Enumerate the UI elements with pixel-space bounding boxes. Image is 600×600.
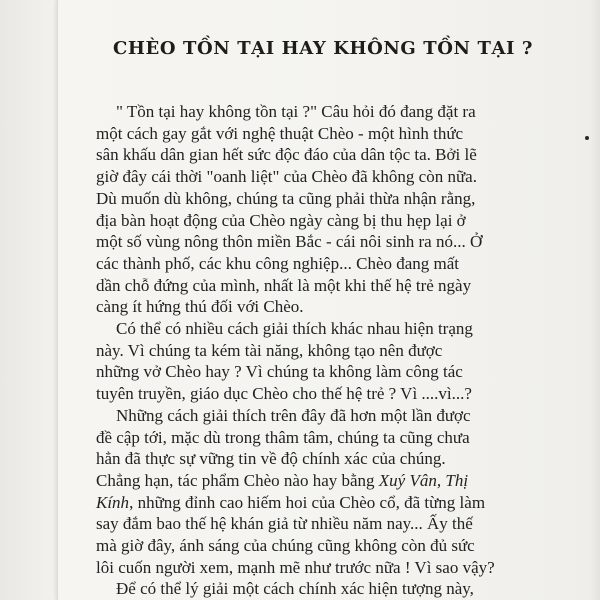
text-run: Chẳng hạn, tác phẩm Chèo nào hay bằng	[96, 470, 379, 490]
text-line	[96, 470, 582, 492]
text-line: các thành phố, các khu công nghiệp... Chèo đang mất	[96, 253, 460, 273]
chapter-title: CHÈO TỒN TẠI HAY KHÔNG TỒN TẠI ?	[113, 38, 534, 59]
text-line: này. Vì chúng ta kém tài năng, không tạo nên được	[96, 340, 443, 360]
text-line: những vở Chèo hay ? Vì chúng ta không làm công tác	[96, 362, 463, 382]
text-line: Những cách giải thích trên đây đã hơn một lần được	[116, 405, 471, 425]
text-line: hẳn đã thực sự vững tin về độ chính xác của chúng.	[96, 449, 446, 469]
text-line: " Tồn tại hay không tồn tại ?" Câu hỏi đó đang đặt ra	[116, 102, 476, 121]
text-line: dần chỗ đứng của mình, nhất là một khi thế hệ trẻ ngày	[96, 275, 472, 295]
text-line: say đắm bao thế hệ khán giả từ nhiều năm nay... Ấy thế	[96, 514, 473, 534]
paragraph-2	[96, 318, 582, 405]
text-line: Có thể có nhiều cách giải thích khác nhau hiện trạng	[116, 319, 473, 339]
text-line: một cách gay gắt với nghệ thuật Chèo - một hình thức	[96, 123, 464, 143]
text-line: một số vùng nông thôn miền Bắc - cái nôi sinh ra nó... Ở	[96, 232, 483, 252]
text-line: đề cập tới, mặc dù trong thâm tâm, chúng ta cũng chưa	[96, 427, 470, 447]
body-text	[96, 101, 582, 600]
page-right-shadow	[590, 0, 600, 600]
paragraph-4	[96, 578, 582, 600]
text-line: sân khấu dân gian hết sức độc đáo của dân tộc ta. Bởi lẽ	[96, 145, 477, 165]
play-title-italic: Xuý Vân, Thị	[378, 470, 469, 490]
text-line: giờ đây cái thời "oanh liệt" của Chèo đã không còn nữa.	[96, 167, 477, 187]
ink-dot	[585, 136, 589, 140]
text-line: địa bàn hoạt động của Chèo ngày càng bị thu hẹp lại ở	[96, 210, 466, 230]
page-left-edge	[57, 0, 58, 600]
paragraph-1	[96, 101, 582, 318]
text-line: lôi cuốn người xem, mạnh mẽ như trước nữa ! Vì sao vậy?	[96, 557, 495, 577]
paragraph-3	[96, 405, 582, 579]
text-line	[96, 492, 582, 514]
text-run: , những đỉnh cao hiếm hoi của Chèo cổ, đã từng làm	[129, 492, 486, 512]
text-line: tuyên truyền, giáo dục Chèo cho thế hệ trẻ ? Vì ....vì...?	[96, 384, 472, 404]
text-line: Để có thể lý giải một cách chính xác hiện tượng này,	[116, 579, 474, 599]
play-title-italic: Kính	[96, 492, 130, 512]
text-line: mà giờ đây, ánh sáng của chúng cũng không còn đủ sức	[96, 536, 475, 556]
text-line: càng ít hứng thú đối với Chèo.	[96, 297, 304, 317]
text-line: Dù muốn dù không, chúng ta cũng phải thừa nhận rằng,	[96, 188, 476, 208]
